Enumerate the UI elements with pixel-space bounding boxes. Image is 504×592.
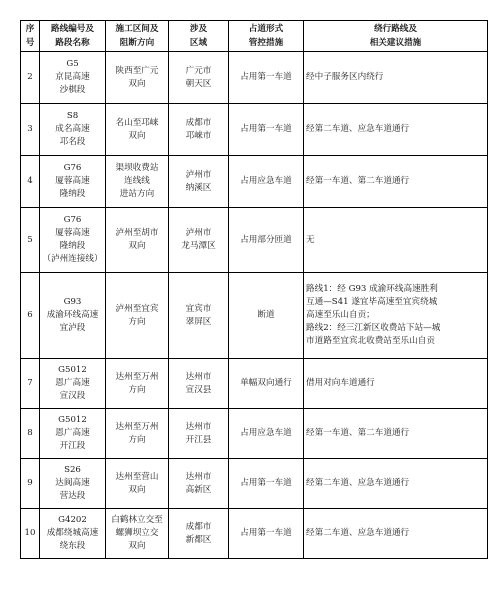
row-route: G76 厦蓉高速 隆纳段 （泸州连接线） [40,208,106,273]
row-detour: 无 [304,208,488,273]
row-no: 3 [21,104,40,156]
row-no: 9 [21,459,40,509]
row-route: G5 京昆高速 沙棋段 [40,52,106,104]
row-area: 广元市 朝天区 [169,52,229,104]
row-section: 泸州至宜宾 方向 [106,273,169,359]
row-control: 占用第一车道 [229,104,304,156]
row-section: 陕西至广元 双向 [106,52,169,104]
row-section: 名山至邛崃 双向 [106,104,169,156]
row-area: 泸州市 龙马潭区 [169,208,229,273]
row-detour: 经中子服务区内绕行 [304,52,488,104]
row-control: 单幅双向通行 [229,359,304,409]
row-control: 断道 [229,273,304,359]
row-no: 6 [21,273,40,359]
row-no: 4 [21,156,40,208]
row-area: 宜宾市 翠屏区 [169,273,229,359]
header-no: 序 号 [21,21,40,52]
row-area: 达州市 开江县 [169,409,229,459]
table-row [21,156,488,208]
row-route: G76 厦蓉高速 隆纳段 [40,156,106,208]
row-control: 占用应急车道 [229,409,304,459]
road-closure-sheet [20,20,488,559]
table-row [21,459,488,509]
row-no: 5 [21,208,40,273]
road-closure-table [20,20,488,559]
row-section: 白鹤林立交至 螺狮坝立交 双向 [106,509,169,559]
row-no: 7 [21,359,40,409]
row-control: 占用部分匝道 [229,208,304,273]
row-control: 占用应急车道 [229,156,304,208]
row-detour: 路线1：经 G93 成渝环线高速胜利 互通—S41 遂宜毕高速至宜宾绕城 高速至乐山自贡； 路线2：经三江新区收费站下站—城 市道路至宜宾北收费站至乐山自贡 [304,273,488,359]
header-route: 路线编号及 路段名称 [40,21,106,52]
header-row [21,21,488,52]
row-control: 占用第一车道 [229,509,304,559]
row-route: G93 成渝环线高速 宜泸段 [40,273,106,359]
row-detour: 借用对向车道通行 [304,359,488,409]
row-no: 10 [21,509,40,559]
row-route: S8 成名高速 邛名段 [40,104,106,156]
header-section: 施工区间及 阻断方向 [106,21,169,52]
table-row [21,409,488,459]
row-no: 2 [21,52,40,104]
row-detour: 经第一车道、第二车道通行 [304,409,488,459]
header-control: 占道形式 管控措施 [229,21,304,52]
table-row [21,104,488,156]
row-area: 达州市 高新区 [169,459,229,509]
row-section: 泸州至胡市 双向 [106,208,169,273]
row-control: 占用第一车道 [229,52,304,104]
row-route: G5012 恩广高速 开江段 [40,409,106,459]
row-section: 达州至万州 方向 [106,359,169,409]
row-section: 达州至营山 双向 [106,459,169,509]
row-no: 8 [21,409,40,459]
table-row [21,359,488,409]
table-row [21,52,488,104]
row-section: 渠坝收费站 连线线 进站方向 [106,156,169,208]
row-detour: 经第二车道、应急车道通行 [304,104,488,156]
row-area: 成都市 邛崃市 [169,104,229,156]
row-area: 成都市 新都区 [169,509,229,559]
header-detour: 绕行路线及 相关建议措施 [304,21,488,52]
row-area: 达州市 宣汉县 [169,359,229,409]
row-section: 达州至万州 方向 [106,409,169,459]
row-route: G4202 成都绕城高速 绕东段 [40,509,106,559]
row-detour: 经第二车道、应急车道通行 [304,459,488,509]
table-row [21,509,488,559]
row-detour: 经第二车道、应急车道通行 [304,509,488,559]
row-control: 占用第一车道 [229,459,304,509]
table-row [21,208,488,273]
row-route: G5012 恩广高速 宣汉段 [40,359,106,409]
table-row [21,273,488,359]
row-detour: 经第一车道、第二车道通行 [304,156,488,208]
row-area: 泸州市 纳溪区 [169,156,229,208]
header-area: 涉及 区域 [169,21,229,52]
row-route: S26 达阆高速 营达段 [40,459,106,509]
